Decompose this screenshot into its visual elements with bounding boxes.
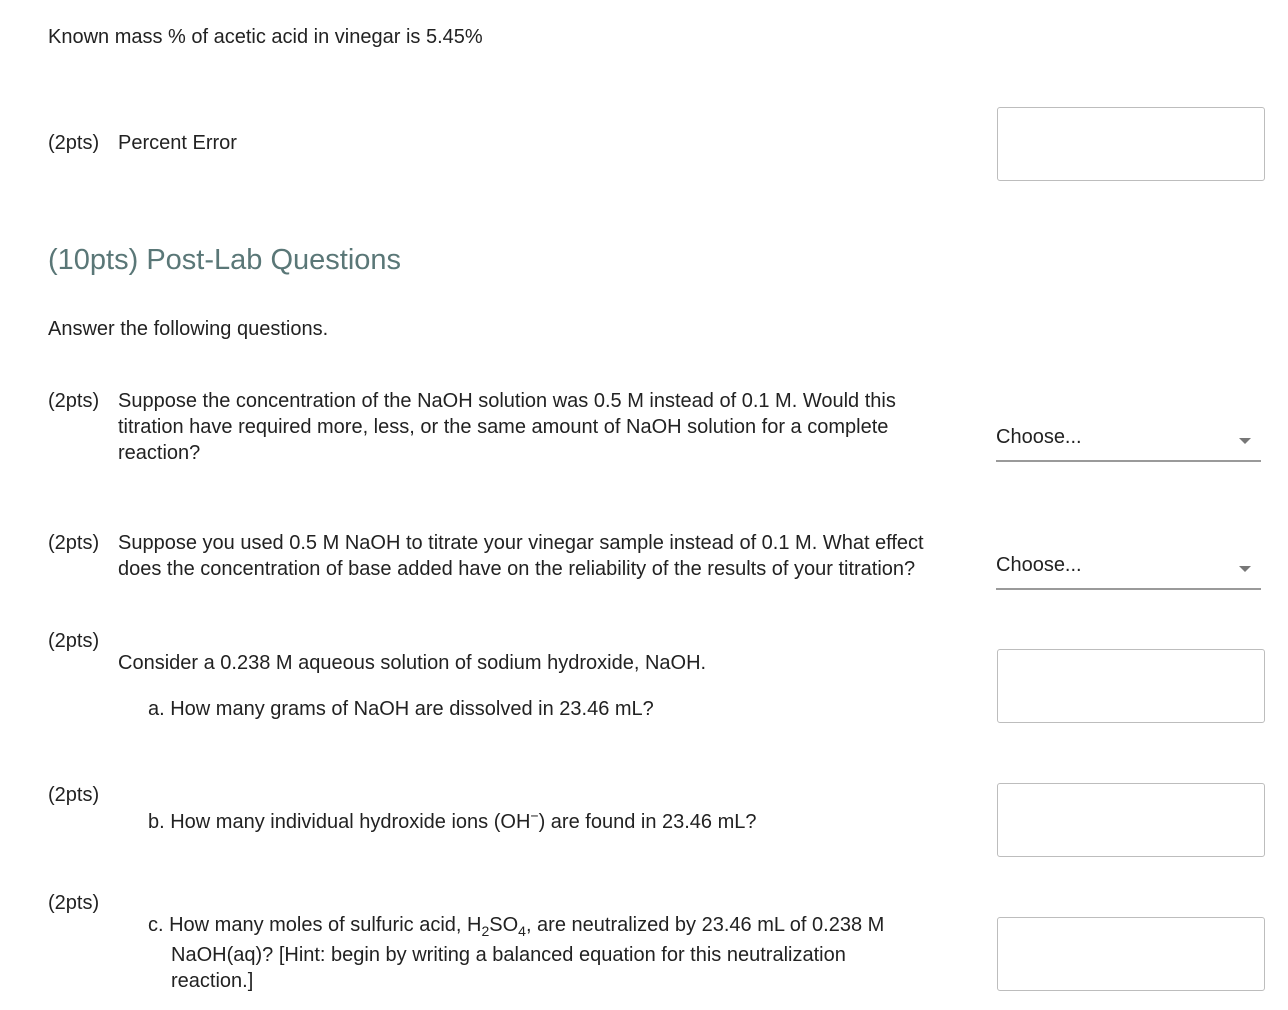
points-label: (2pts) [48, 390, 100, 412]
caret-down-icon [1239, 438, 1251, 444]
subscript: 2 [481, 923, 490, 939]
select-value: Choose... [996, 554, 1082, 576]
line: reaction.] [171, 970, 254, 992]
caret-down-icon [1239, 566, 1251, 572]
subscript: 4 [518, 923, 526, 939]
line: Suppose you used 0.5 M NaOH to titrate your vinegar sample instead of 0.1 M. What effect [118, 532, 924, 554]
known-mass-text: Known mass % of acetic acid in vinegar is 5.45% [48, 26, 483, 48]
question-3-intro: Consider a 0.238 M aqueous solution of sodium hydroxide, NaOH. [118, 652, 707, 674]
question-1-text [118, 388, 978, 466]
superscript: − [530, 807, 539, 824]
line: does the concentration of base added have on the reliability of the results of your titration? [118, 558, 916, 580]
points-label: (2pts) [48, 892, 100, 914]
line: NaOH(aq)? [Hint: begin by writing a balanced equation for this neutralization [171, 944, 846, 966]
question-3b-text [148, 809, 757, 835]
points-label: (2pts) [48, 532, 100, 554]
question-3a-input[interactable] [997, 649, 1265, 723]
line [148, 912, 948, 938]
text: ) are found in 23.46 mL? [538, 811, 757, 833]
text: , are neutralized by 23.46 mL of 0.238 M [525, 914, 885, 936]
question-3c-text [148, 912, 948, 994]
intro-text: Answer the following questions. [48, 318, 329, 340]
question-2-text [118, 530, 978, 582]
points-label: (2pts) [48, 132, 100, 154]
question-1-select[interactable] [996, 420, 1261, 462]
line: reaction? [118, 442, 201, 464]
question-2-select[interactable] [996, 548, 1261, 590]
line: titration have required more, less, or the same amount of NaOH solution for a complete [118, 416, 889, 438]
percent-error-label: Percent Error [118, 132, 237, 154]
text: b. How many individual hydroxide ions (OH [148, 811, 531, 833]
points-label: (2pts) [48, 630, 100, 652]
question-3a-text: a. How many grams of NaOH are dissolved in 23.46 mL? [148, 698, 654, 720]
select-value: Choose... [996, 426, 1082, 448]
text: SO [489, 914, 519, 936]
question-3c-input[interactable] [997, 917, 1265, 991]
question-3b-input[interactable] [997, 783, 1265, 857]
points-label: (2pts) [48, 784, 100, 806]
section-heading: (10pts) Post-Lab Questions [48, 244, 402, 276]
text: c. How many moles of sulfuric acid, H [148, 914, 482, 936]
line: Suppose the concentration of the NaOH solution was 0.5 M instead of 0.1 M. Would this [118, 390, 896, 412]
percent-error-input[interactable] [997, 107, 1265, 181]
